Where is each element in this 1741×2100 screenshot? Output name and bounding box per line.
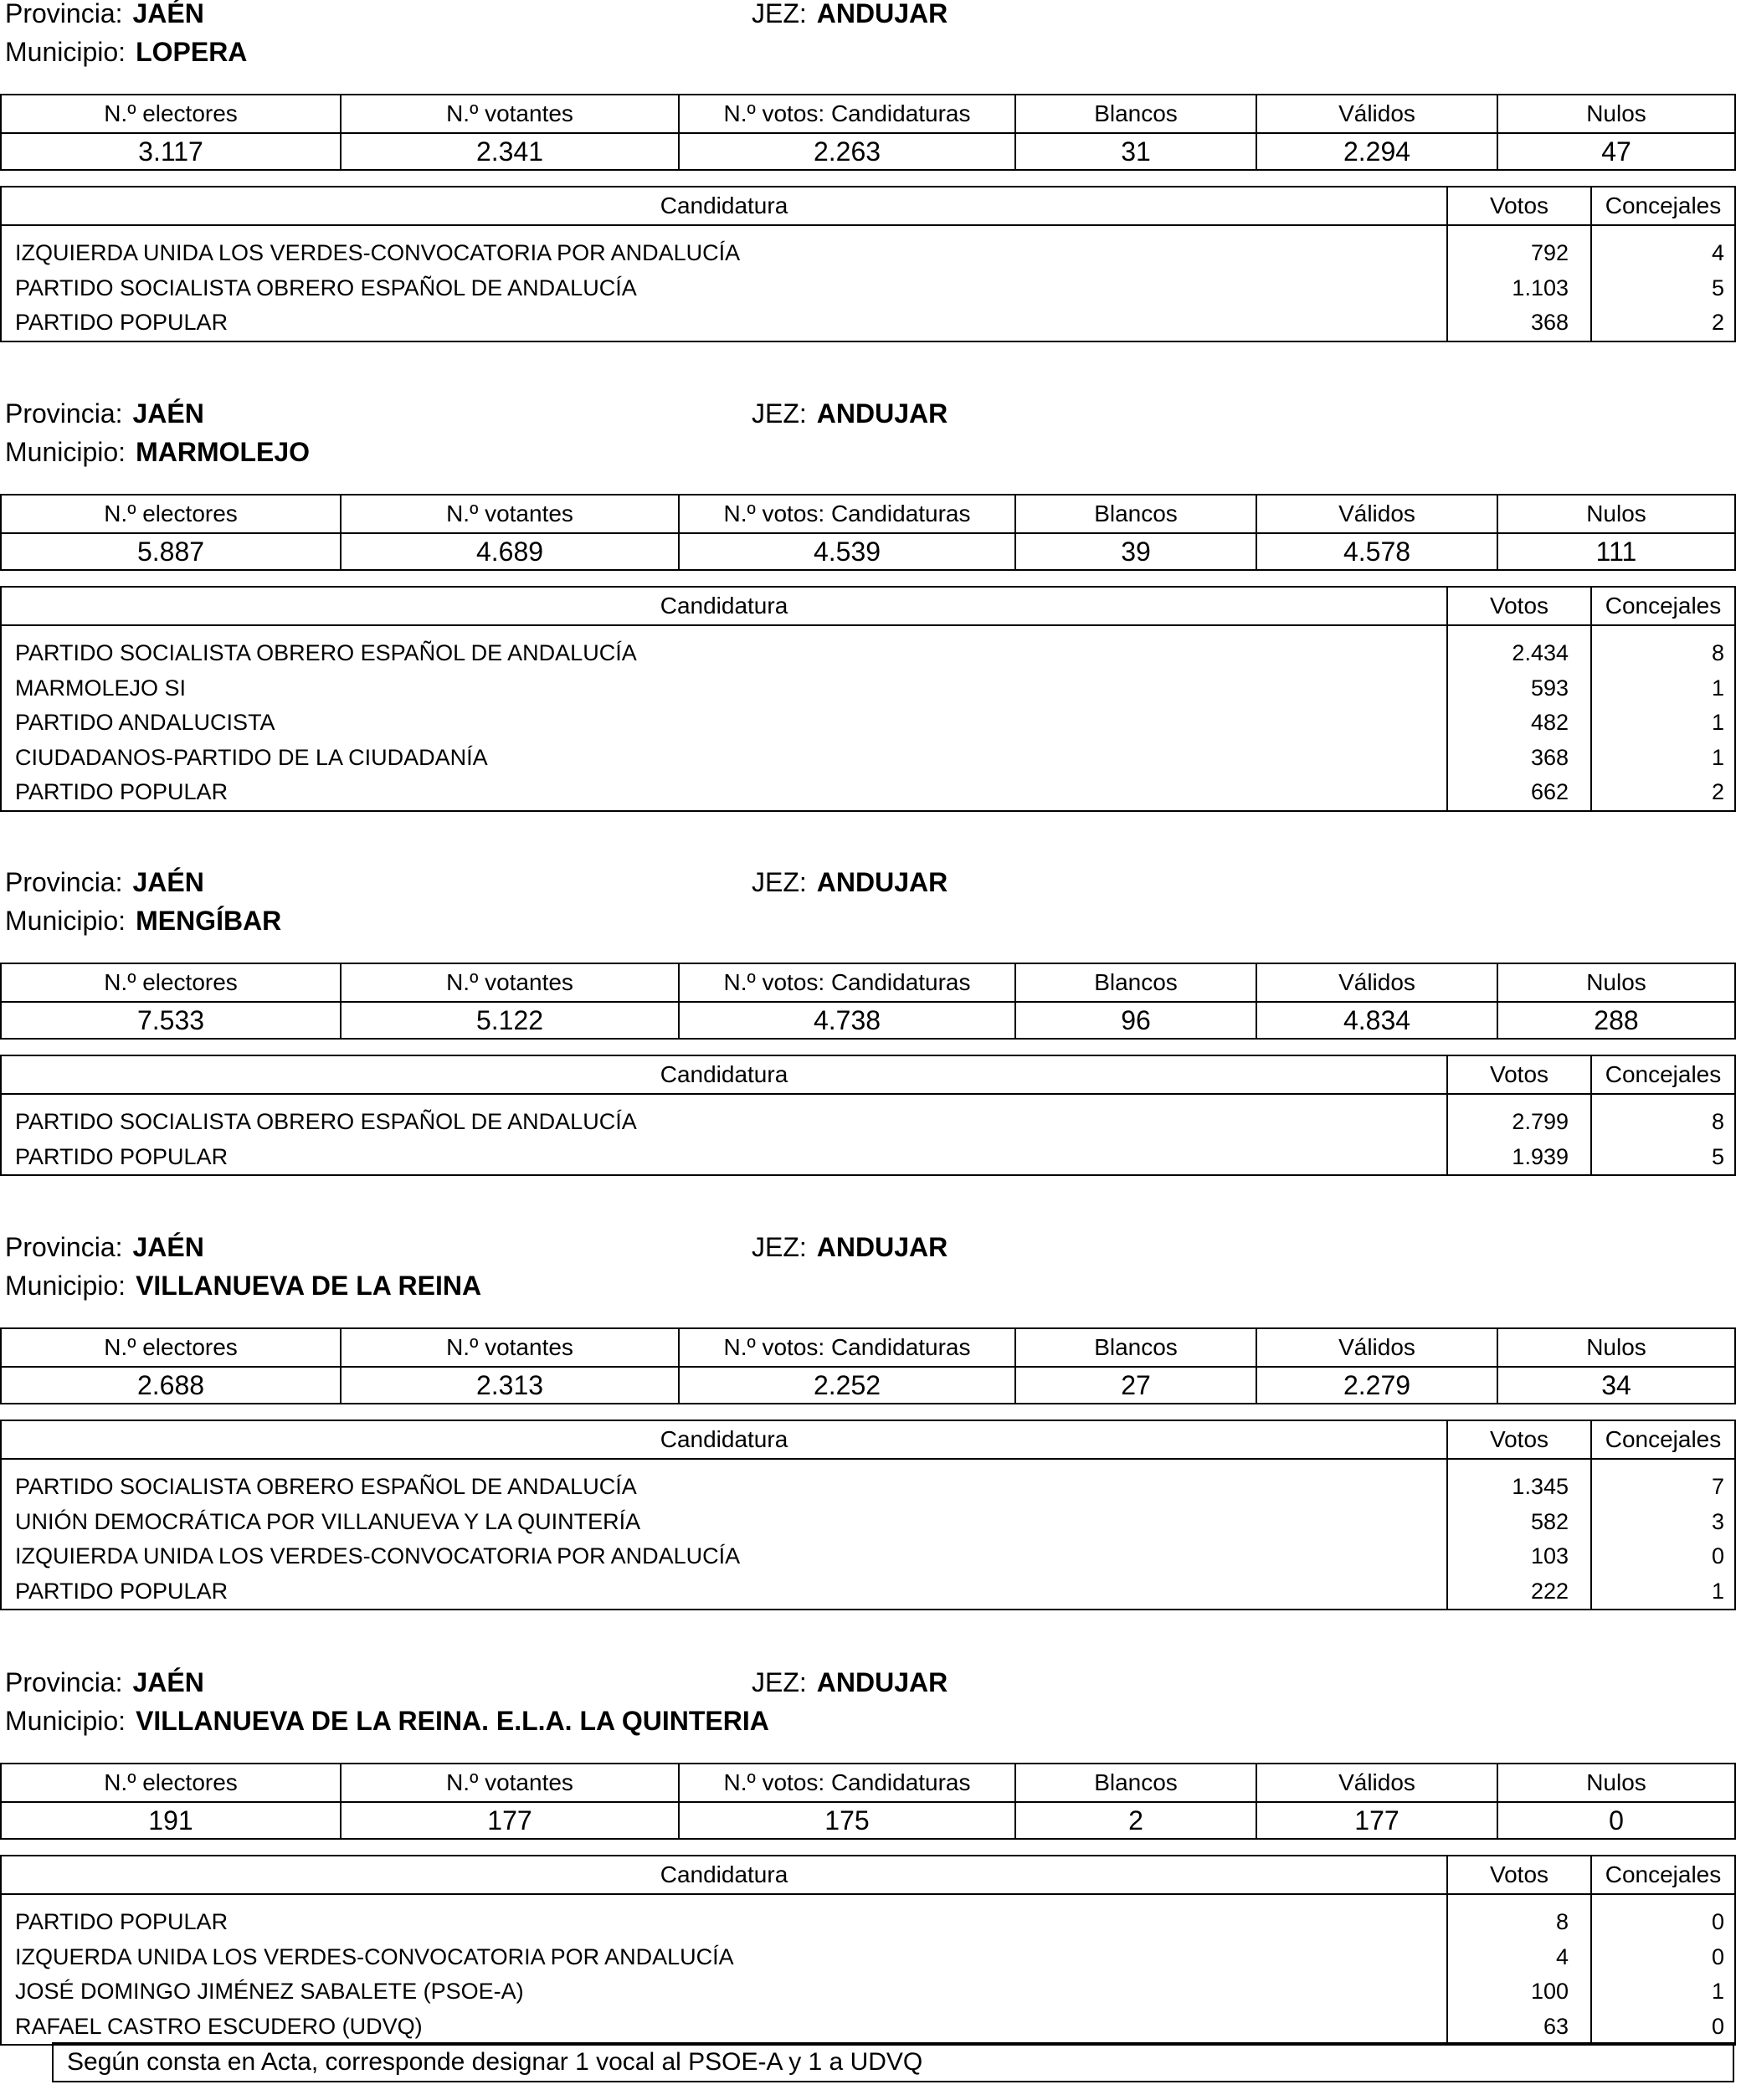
concejales-value: 0 <box>1711 1943 1724 1969</box>
provincia-label: Provincia: <box>5 0 123 28</box>
provincia-label: Provincia: <box>5 867 123 897</box>
stat-label: Blancos <box>1016 964 1256 1003</box>
municipio-label: Municipio: <box>5 1271 126 1301</box>
table-row <box>2 1974 1734 2010</box>
provincia-label: Provincia: <box>5 1232 123 1262</box>
stat-label: N.º votos: Candidaturas <box>680 1329 1014 1368</box>
table-row <box>2 1505 1734 1540</box>
stats-table <box>0 1763 1736 1840</box>
stat-value: 177 <box>1354 1805 1399 1836</box>
stats-table <box>0 963 1736 1040</box>
municipio-line <box>5 1269 481 1302</box>
stat-value: 3.117 <box>138 136 203 167</box>
candidatura-name: PARTIDO POPULAR <box>15 1143 229 1169</box>
stat-electores <box>2 495 340 569</box>
stat-label: N.º votantes <box>342 1329 678 1368</box>
stat-votantes <box>340 1329 678 1403</box>
stat-value: 5.887 <box>136 537 205 567</box>
stat-value: 34 <box>1601 1370 1631 1400</box>
stat-value: 4.738 <box>813 1005 881 1035</box>
stat-value: 2.688 <box>136 1370 205 1400</box>
stats-table <box>0 494 1736 571</box>
stat-blancos <box>1014 1764 1256 1838</box>
jez-value: ANDUJAR <box>816 1667 948 1697</box>
stat-votos_cand <box>678 964 1014 1038</box>
votos-header: Votos <box>1489 193 1549 218</box>
jez-value: ANDUJAR <box>816 0 948 28</box>
concejales-value: 1 <box>1711 675 1724 701</box>
stat-votantes <box>340 1764 678 1838</box>
candidatura-name: IZQUERDA UNIDA LOS VERDES-CONVOCATORIA POR ANDALUCÍA <box>15 1943 734 1969</box>
municipio-label: Municipio: <box>5 37 126 67</box>
candidatura-header: Candidatura <box>660 593 788 619</box>
table-row <box>2 1140 1734 1175</box>
municipio-line <box>5 904 281 937</box>
votos-value: 582 <box>1530 1508 1569 1534</box>
stat-votos_cand <box>678 1764 1014 1838</box>
stat-value: 175 <box>824 1805 870 1836</box>
stat-blancos <box>1014 95 1256 169</box>
table-row <box>2 2010 1734 2045</box>
concejales-value: 0 <box>1711 2013 1724 2039</box>
stat-validos <box>1256 1764 1497 1838</box>
stat-value: 39 <box>1121 537 1151 567</box>
provincia-value: JAÉN <box>132 398 204 429</box>
stat-label: Válidos <box>1257 964 1497 1003</box>
table-row <box>2 271 1734 306</box>
votos-value: 2.434 <box>1512 640 1569 665</box>
jez-line <box>752 865 948 899</box>
stat-label: Blancos <box>1016 495 1256 534</box>
candidatura-name: IZQUIERDA UNIDA LOS VERDES-CONVOCATORIA POR ANDALUCÍA <box>15 240 741 265</box>
concejales-header: Concejales <box>1605 193 1722 218</box>
votos-value: 662 <box>1530 779 1569 804</box>
stat-value: 4.578 <box>1343 537 1411 567</box>
stat-votos_cand <box>678 95 1014 169</box>
stat-label: Nulos <box>1498 1329 1734 1368</box>
votos-value: 792 <box>1530 240 1569 265</box>
municipio-value: MARMOLEJO <box>136 437 311 467</box>
votos-value: 1.103 <box>1512 275 1569 300</box>
candidatura-name: PARTIDO SOCIALISTA OBRERO ESPAÑOL DE ANDALUCÍA <box>15 1109 637 1134</box>
municipio-value: LOPERA <box>136 37 248 67</box>
stat-value: 7.533 <box>136 1005 205 1035</box>
stat-nulos <box>1497 964 1734 1038</box>
provincia-line <box>5 1666 204 1699</box>
municipio-label: Municipio: <box>5 906 126 936</box>
jez-label: JEZ: <box>752 1232 807 1262</box>
stat-nulos <box>1497 1764 1734 1838</box>
stat-label: N.º electores <box>2 1764 340 1803</box>
stat-blancos <box>1014 1329 1256 1403</box>
candidatura-name: PARTIDO SOCIALISTA OBRERO ESPAÑOL DE ANDALUCÍA <box>15 640 637 665</box>
stat-validos <box>1256 1329 1497 1403</box>
provincia-line <box>5 865 204 899</box>
stat-label: Nulos <box>1498 964 1734 1003</box>
concejales-header: Concejales <box>1605 1426 1722 1452</box>
stat-label: N.º votos: Candidaturas <box>680 95 1014 134</box>
stat-label: N.º votos: Candidaturas <box>680 964 1014 1003</box>
votos-value: 368 <box>1530 744 1569 770</box>
stat-value: 191 <box>148 1805 193 1836</box>
candidatura-header: Candidatura <box>660 1426 788 1452</box>
stat-label: Válidos <box>1257 495 1497 534</box>
candidatura-header: Candidatura <box>660 1061 788 1087</box>
table-row <box>2 636 1734 671</box>
concejales-value: 1 <box>1711 710 1724 735</box>
candidaturas-header <box>2 187 1734 226</box>
table-row <box>2 1940 1734 1975</box>
stat-value: 288 <box>1594 1005 1639 1035</box>
candidaturas-table <box>0 1420 1736 1610</box>
concejales-value: 0 <box>1711 1543 1724 1569</box>
candidatura-header: Candidatura <box>660 193 788 218</box>
municipio-label: Municipio: <box>5 437 126 467</box>
stat-label: N.º votos: Candidaturas <box>680 1764 1014 1803</box>
table-row <box>2 1539 1734 1574</box>
stat-label: Blancos <box>1016 1329 1256 1368</box>
provincia-line <box>5 0 204 30</box>
stat-blancos <box>1014 964 1256 1038</box>
municipio-label: Municipio: <box>5 1706 126 1736</box>
stat-electores <box>2 1764 340 1838</box>
jez-label: JEZ: <box>752 1667 807 1697</box>
stat-label: N.º votantes <box>342 95 678 134</box>
candidaturas-table <box>0 586 1736 812</box>
concejales-value: 1 <box>1711 1578 1724 1604</box>
votos-value: 2.799 <box>1512 1109 1569 1134</box>
provincia-value: JAÉN <box>132 867 204 897</box>
stat-value: 2 <box>1128 1805 1143 1836</box>
table-row <box>2 1905 1734 1940</box>
concejales-value: 1 <box>1711 1979 1724 2004</box>
candidaturas-header <box>2 1421 1734 1460</box>
stat-label: N.º electores <box>2 95 340 134</box>
concejales-header: Concejales <box>1605 1061 1722 1087</box>
candidatura-name: RAFAEL CASTRO ESCUDERO (UDVQ) <box>15 2013 423 2039</box>
votos-value: 222 <box>1530 1578 1569 1604</box>
stat-value: 2.263 <box>813 136 881 167</box>
candidaturas-table <box>0 1855 1736 2046</box>
candidatura-name: PARTIDO SOCIALISTA OBRERO ESPAÑOL DE ANDALUCÍA <box>15 1474 637 1499</box>
concejales-value: 5 <box>1711 1143 1724 1169</box>
concejales-header: Concejales <box>1605 1861 1722 1887</box>
candidaturas-header <box>2 1856 1734 1895</box>
concejales-value: 0 <box>1711 1909 1724 1934</box>
votos-value: 103 <box>1530 1543 1569 1569</box>
candidaturas-table <box>0 186 1736 342</box>
provincia-label: Provincia: <box>5 1667 123 1697</box>
jez-value: ANDUJAR <box>816 867 948 897</box>
votos-value: 8 <box>1555 1909 1569 1934</box>
stat-label: N.º votantes <box>342 964 678 1003</box>
candidatura-name: PARTIDO POPULAR <box>15 1909 229 1934</box>
acta-note: Según consta en Acta, corresponde designar 1 vocal al PSOE-A y 1 a UDVQ <box>52 2042 1734 2082</box>
candidatura-name: MARMOLEJO SI <box>15 675 187 701</box>
jez-label: JEZ: <box>752 867 807 897</box>
table-row <box>2 706 1734 741</box>
votos-value: 1.939 <box>1512 1143 1569 1169</box>
stat-value: 27 <box>1121 1370 1151 1400</box>
table-row <box>2 306 1734 341</box>
stat-electores <box>2 1329 340 1403</box>
stat-label: Válidos <box>1257 1329 1497 1368</box>
stat-value: 4.539 <box>813 537 881 567</box>
stat-value: 2.252 <box>813 1370 881 1400</box>
stat-value: 31 <box>1121 136 1151 167</box>
stat-votantes <box>340 95 678 169</box>
candidatura-header: Candidatura <box>660 1861 788 1887</box>
stats-table <box>0 94 1736 171</box>
stat-label: Nulos <box>1498 495 1734 534</box>
concejales-header: Concejales <box>1605 593 1722 619</box>
candidatura-name: JOSÉ DOMINGO JIMÉNEZ SABALETE (PSOE-A) <box>15 1979 524 2004</box>
stat-value: 4.834 <box>1343 1005 1411 1035</box>
provincia-value: JAÉN <box>132 0 204 28</box>
table-row <box>2 741 1734 776</box>
stat-nulos <box>1497 495 1734 569</box>
municipio-value: VILLANUEVA DE LA REINA <box>136 1271 482 1301</box>
votos-value: 593 <box>1530 675 1569 701</box>
stat-blancos <box>1014 495 1256 569</box>
votos-header: Votos <box>1489 1426 1549 1452</box>
votos-value: 1.345 <box>1512 1474 1569 1499</box>
table-row <box>2 671 1734 706</box>
candidatura-name: IZQUIERDA UNIDA LOS VERDES-CONVOCATORIA POR ANDALUCÍA <box>15 1543 741 1569</box>
jez-value: ANDUJAR <box>816 398 948 429</box>
stat-votantes <box>340 495 678 569</box>
stat-value: 0 <box>1609 1805 1624 1836</box>
provincia-value: JAÉN <box>132 1667 204 1697</box>
concejales-value: 4 <box>1711 240 1724 265</box>
provincia-line <box>5 1230 204 1264</box>
votos-value: 4 <box>1555 1943 1569 1969</box>
votos-header: Votos <box>1489 1861 1549 1887</box>
concejales-value: 2 <box>1711 310 1724 335</box>
concejales-value: 2 <box>1711 779 1724 804</box>
concejales-value: 8 <box>1711 640 1724 665</box>
stat-validos <box>1256 964 1497 1038</box>
stat-label: Nulos <box>1498 1764 1734 1803</box>
stat-value: 2.294 <box>1343 136 1411 167</box>
table-row <box>2 1105 1734 1140</box>
stat-votos_cand <box>678 1329 1014 1403</box>
candidatura-name: PARTIDO SOCIALISTA OBRERO ESPAÑOL DE ANDALUCÍA <box>15 275 637 300</box>
stat-label: Blancos <box>1016 1764 1256 1803</box>
provincia-value: JAÉN <box>132 1232 204 1262</box>
stat-label: Blancos <box>1016 95 1256 134</box>
stat-electores <box>2 964 340 1038</box>
candidatura-name: PARTIDO POPULAR <box>15 310 229 335</box>
stat-label: N.º electores <box>2 1329 340 1368</box>
jez-line <box>752 1230 948 1264</box>
concejales-value: 5 <box>1711 275 1724 300</box>
municipio-value: MENGÍBAR <box>136 906 282 936</box>
jez-line <box>752 397 948 430</box>
stat-nulos <box>1497 95 1734 169</box>
votos-value: 100 <box>1530 1979 1569 2004</box>
jez-line <box>752 0 948 30</box>
jez-label: JEZ: <box>752 398 807 429</box>
candidaturas-header <box>2 588 1734 626</box>
stat-label: N.º votos: Candidaturas <box>680 495 1014 534</box>
provincia-line <box>5 397 204 430</box>
stat-value: 177 <box>487 1805 532 1836</box>
stat-value: 111 <box>1595 537 1637 567</box>
candidatura-name: UNIÓN DEMOCRÁTICA POR VILLANUEVA Y LA QUINTERÍA <box>15 1508 641 1534</box>
stat-value: 2.313 <box>475 1370 544 1400</box>
table-row <box>2 1470 1734 1505</box>
votos-value: 482 <box>1530 710 1569 735</box>
stat-value: 5.122 <box>475 1005 544 1035</box>
stat-label: N.º electores <box>2 964 340 1003</box>
municipio-line <box>5 35 247 69</box>
stat-electores <box>2 95 340 169</box>
votos-header: Votos <box>1489 1061 1549 1087</box>
municipio-value: VILLANUEVA DE LA REINA. E.L.A. LA QUINTERIA <box>136 1706 769 1736</box>
stat-label: N.º votantes <box>342 495 678 534</box>
candidatura-name: PARTIDO POPULAR <box>15 1578 229 1604</box>
stat-label: N.º electores <box>2 495 340 534</box>
candidatura-name: CIUDADANOS-PARTIDO DE LA CIUDADANÍA <box>15 744 488 770</box>
stat-label: Válidos <box>1257 1764 1497 1803</box>
table-row <box>2 1574 1734 1610</box>
concejales-value: 7 <box>1711 1474 1724 1499</box>
municipio-line <box>5 1704 769 1738</box>
votos-value: 63 <box>1543 2013 1569 2039</box>
stat-votos_cand <box>678 495 1014 569</box>
jez-label: JEZ: <box>752 0 807 28</box>
table-row <box>2 236 1734 271</box>
stat-label: Nulos <box>1498 95 1734 134</box>
stat-value: 2.279 <box>1343 1370 1411 1400</box>
stat-value: 4.689 <box>475 537 544 567</box>
candidaturas-table <box>0 1055 1736 1176</box>
concejales-value: 1 <box>1711 744 1724 770</box>
stat-votantes <box>340 964 678 1038</box>
votos-value: 368 <box>1530 310 1569 335</box>
candidaturas-header <box>2 1056 1734 1095</box>
stat-validos <box>1256 95 1497 169</box>
stat-nulos <box>1497 1329 1734 1403</box>
stat-value: 2.341 <box>475 136 544 167</box>
provincia-label: Provincia: <box>5 398 123 429</box>
votos-header: Votos <box>1489 593 1549 619</box>
candidatura-name: PARTIDO ANDALUCISTA <box>15 710 275 735</box>
municipio-line <box>5 435 310 469</box>
concejales-value: 3 <box>1711 1508 1724 1534</box>
stat-label: N.º votantes <box>342 1764 678 1803</box>
stats-table <box>0 1327 1736 1404</box>
concejales-value: 8 <box>1711 1109 1724 1134</box>
stat-validos <box>1256 495 1497 569</box>
candidatura-name: PARTIDO POPULAR <box>15 779 229 804</box>
stat-label: Válidos <box>1257 95 1497 134</box>
stat-value: 96 <box>1121 1005 1151 1035</box>
table-row <box>2 775 1734 810</box>
jez-value: ANDUJAR <box>816 1232 948 1262</box>
jez-line <box>752 1666 948 1699</box>
stat-value: 47 <box>1601 136 1631 167</box>
